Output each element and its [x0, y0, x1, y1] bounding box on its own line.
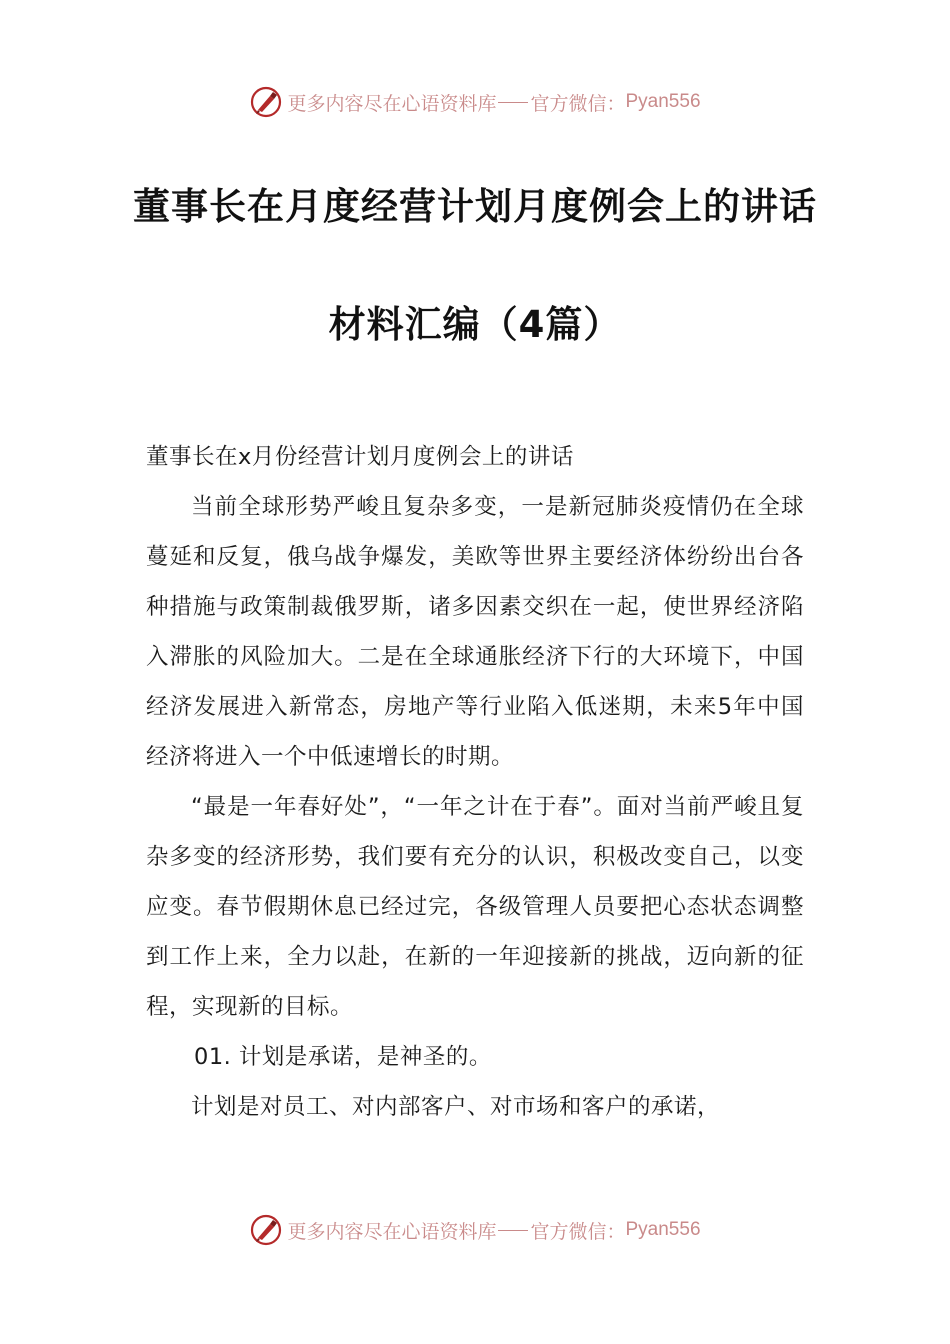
banner-wechat-id: Pyan556 [625, 91, 701, 112]
header-watermark-banner [0, 82, 950, 122]
document-title-line-1: 董事长在月度经营计划月度例会上的讲话 [133, 185, 817, 228]
pen-logo-icon [249, 1213, 283, 1247]
banner-text: 更多内容尽在心语资料库 [287, 1220, 497, 1243]
document-body [146, 432, 804, 1132]
section-paragraph-01: 计划是对员工、对内部客户、对市场和客户的承诺， [191, 1094, 721, 1120]
section-heading-01: 01. 计划是承诺，是神圣的。 [194, 1044, 492, 1070]
body-paragraph-2: “最是一年春好处”，“一年之计在于春”。面对当前严峻且复杂多变的经济形势，我们要有充分的认识，积极改变自己，以变应变。春节假期休息已经过完，各级管理人员要把心态状态调整到工作上来，全力以赴，在新的一年迎接新的挑战，迈向新的征程，实现新的目标。 [146, 794, 804, 1020]
banner-wechat-id: Pyan556 [625, 1219, 701, 1240]
document-title-line-2: 材料汇编（4篇） [328, 303, 622, 346]
banner-divider [498, 1230, 528, 1231]
body-paragraph-1: 当前全球形势严峻且复杂多变，一是新冠肺炎疫情仍在全球蔓延和反复，俄乌战争爆发，美欧等世界主要经济体纷纷出台各种措施与政策制裁俄罗斯，诸多因素交织在一起，使世界经济陷入滞胀的风险加大。二是在全球通胀经济下行的大环境下，中国经济发展进入新常态，房地产等行业陷入低迷期，未来5年中国经济将进入一个中低速增长的时期。 [146, 494, 804, 770]
speech-subtitle: 董事长在x月份经营计划月度例会上的讲话 [146, 444, 574, 470]
footer-watermark-banner [0, 1210, 950, 1250]
banner-official-label: 官方微信： [530, 92, 626, 115]
banner-text: 更多内容尽在心语资料库 [287, 92, 497, 115]
pen-logo-icon [249, 85, 283, 119]
banner-official-label: 官方微信： [530, 1220, 626, 1243]
banner-divider [498, 102, 528, 103]
